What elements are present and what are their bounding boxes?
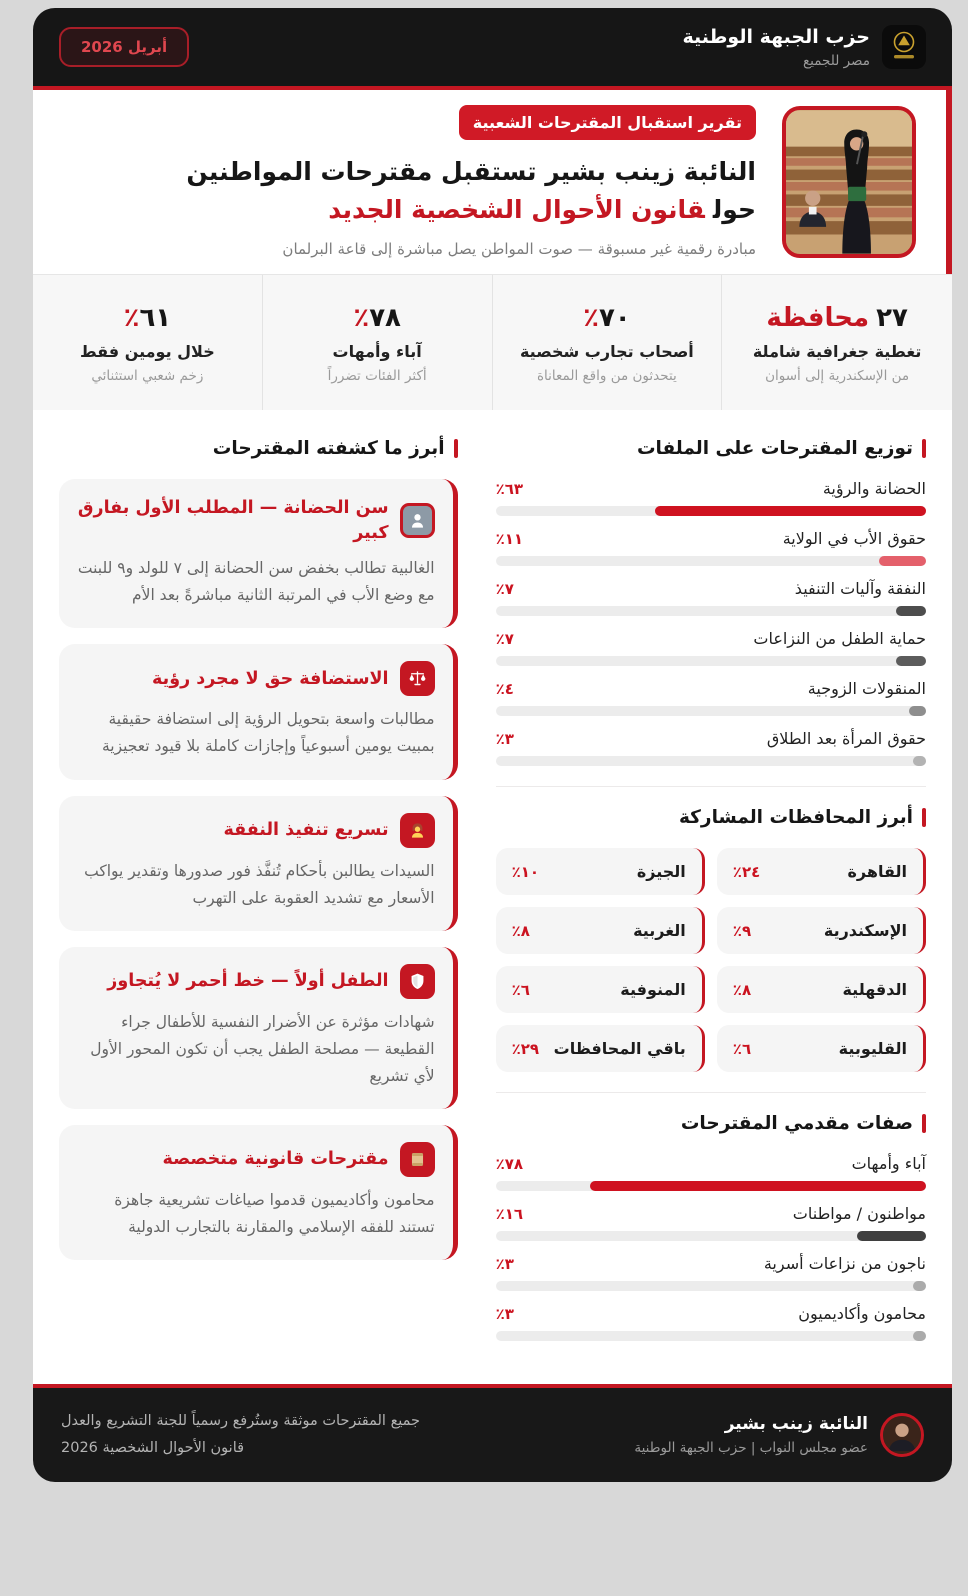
governorate-name: القليوبية bbox=[838, 1039, 907, 1058]
deputy-name: النائبة زينب بشير bbox=[724, 1413, 868, 1434]
section-header bbox=[496, 438, 926, 459]
bar-value: ٣٪ bbox=[495, 1255, 514, 1273]
hero-subtitle: مبادرة رقمية غير مسبوقة — صوت المواطن يصل مباشرة إلى قاعة البرلمان bbox=[282, 240, 756, 258]
bar-row bbox=[496, 579, 926, 616]
section-marker bbox=[922, 439, 926, 458]
section-marker bbox=[922, 808, 926, 827]
insights-column bbox=[59, 438, 458, 1354]
bar-row bbox=[496, 729, 926, 766]
bar-fill bbox=[896, 656, 926, 666]
section-marker bbox=[922, 1114, 926, 1133]
stat-value: ٧٨٪ bbox=[353, 303, 401, 333]
bar-fill bbox=[857, 1231, 926, 1241]
governorate-share: ٦٪ bbox=[732, 1039, 752, 1058]
insight-card bbox=[59, 1125, 458, 1260]
main-content bbox=[33, 410, 952, 1384]
bar-label: حقوق المرأة بعد الطلاق bbox=[766, 729, 926, 748]
stat-label: خلال يومين فقط bbox=[80, 342, 215, 361]
bar-value: ٦٣٪ bbox=[495, 480, 524, 498]
bar-row bbox=[496, 479, 926, 516]
bar-fill bbox=[896, 606, 926, 616]
governorate-card bbox=[717, 1025, 926, 1072]
stat-value: ٢٧محافظة bbox=[766, 303, 908, 333]
page-title bbox=[186, 153, 756, 228]
party-tagline: مصر للجميع bbox=[802, 52, 870, 69]
submitters-section bbox=[496, 1092, 926, 1341]
governorate-share: ١٠٪ bbox=[511, 862, 540, 881]
bar-label: مواطنون / مواطنات bbox=[792, 1204, 926, 1223]
bar-value: ١٦٪ bbox=[495, 1205, 524, 1223]
governorate-share: ٩٪ bbox=[732, 921, 752, 940]
stat-label: أصحاب تجارب شخصية bbox=[519, 342, 694, 361]
bar-row bbox=[496, 1154, 926, 1191]
bar-label: الحضانة والرؤية bbox=[822, 479, 926, 498]
stat-label: آباء وأمهات bbox=[332, 342, 422, 361]
bar-track bbox=[496, 656, 926, 666]
footer-note-line: جميع المقترحات موثقة وستُرفع رسمياً للجنة التشريع والعدل bbox=[61, 1413, 421, 1429]
footer-note-line: قانون الأحوال الشخصية 2026 bbox=[61, 1439, 245, 1456]
stat-sub: زخم شعبي استثنائي bbox=[91, 368, 204, 384]
bar-label: النفقة وآليات التنفيذ bbox=[794, 579, 926, 598]
insight-body: محامون وأكاديميون قدموا صياغات تشريعية جاهزة تستند للفقه الإسلامي والمقارنة بالتجارب الدولية bbox=[114, 1191, 435, 1237]
governorate-card bbox=[496, 907, 705, 954]
bar-row bbox=[496, 529, 926, 566]
governorate-card bbox=[717, 907, 926, 954]
stat-two-days bbox=[33, 275, 263, 410]
charts-column bbox=[496, 438, 926, 1354]
bar-fill bbox=[655, 506, 926, 516]
bar-fill bbox=[909, 706, 926, 716]
stat-label: تغطية جغرافية شاملة bbox=[752, 342, 922, 361]
bar-label: المنقولات الزوجية bbox=[807, 679, 926, 698]
bar-fill bbox=[879, 556, 926, 566]
bar-fill bbox=[913, 756, 926, 766]
party-name: حزب الجبهة الوطنية bbox=[682, 25, 870, 48]
party-emblem-icon bbox=[882, 25, 926, 69]
hero-section bbox=[33, 90, 952, 274]
stat-parents bbox=[263, 275, 493, 410]
governorate-card bbox=[717, 848, 926, 895]
stat-value: ٦١٪ bbox=[123, 303, 172, 333]
section-header bbox=[496, 1113, 926, 1134]
governorates-grid bbox=[496, 848, 926, 1072]
governorate-name: الإسكندرية bbox=[823, 921, 907, 940]
stat-value: ٧٠٪ bbox=[583, 303, 631, 333]
bar-track bbox=[496, 506, 926, 516]
insight-title: تسريع تنفيذ النفقة bbox=[223, 819, 389, 840]
bar-row bbox=[496, 1204, 926, 1241]
bar-value: ٤٪ bbox=[495, 680, 514, 698]
insight-body: شهادات مؤثرة عن الأضرار النفسية للأطفال جراء القطيعة — مصلحة الطفل يجب أن تكون المحور الأول لأي تشريع bbox=[90, 1012, 435, 1085]
deputy-parliament-photo bbox=[782, 106, 916, 258]
governorate-card bbox=[496, 966, 705, 1013]
insight-body: السيدات يطالبن بأحكام تُنفَّذ فور صدورها وتقدير يواكب الأسعار مع تشديد العقوبة على التهرب bbox=[84, 861, 435, 907]
page-footer bbox=[33, 1384, 952, 1482]
date-badge: أبريل 2026 bbox=[59, 27, 189, 67]
bar-track bbox=[496, 1281, 926, 1291]
report-kicker-badge: تقرير استقبال المقترحات الشعبية bbox=[459, 105, 756, 140]
stat-sub: من الإسكندرية إلى أسوان bbox=[765, 368, 910, 384]
section-title: أبرز المحافظات المشاركة bbox=[678, 807, 913, 828]
bar-value: ٧٪ bbox=[495, 630, 514, 648]
governorate-card bbox=[717, 966, 926, 1013]
bar-label: حماية الطفل من النزاعات bbox=[753, 629, 926, 648]
insight-body: الغالبية تطالب بخفض سن الحضانة إلى ٧ للولد و٩ للبنت مع وضع الأب في المرتبة الثانية مباشرةً بعد الأم bbox=[77, 559, 435, 605]
woman-icon bbox=[400, 813, 435, 848]
section-header bbox=[496, 807, 926, 828]
bar-track bbox=[496, 1181, 926, 1191]
section-title: صفات مقدمي المقترحات bbox=[680, 1113, 913, 1134]
title-prefix: حول bbox=[712, 194, 756, 224]
governorate-name: القاهرة bbox=[847, 862, 907, 881]
bar-track bbox=[496, 1231, 926, 1241]
deputy-text bbox=[634, 1414, 868, 1456]
party-brand bbox=[683, 25, 927, 69]
footer-notes bbox=[61, 1408, 420, 1462]
scales-icon bbox=[400, 661, 435, 696]
section-header bbox=[59, 438, 458, 459]
bar-track bbox=[496, 1331, 926, 1341]
bar-value: ٧٪ bbox=[495, 580, 514, 598]
stats-row bbox=[33, 274, 952, 410]
insight-title: الاستضافة حق لا مجرد رؤية bbox=[152, 668, 389, 689]
deputy-avatar bbox=[880, 1413, 924, 1457]
governorate-card bbox=[496, 1025, 705, 1072]
section-title: أبرز ما كشفته المقترحات bbox=[212, 438, 445, 459]
section-title: توزيع المقترحات على الملفات bbox=[636, 438, 913, 459]
insight-title: مقترحات قانونية متخصصة bbox=[162, 1149, 389, 1170]
bar-value: ٣٪ bbox=[495, 1305, 514, 1323]
bar-row bbox=[496, 629, 926, 666]
title-highlight: قانون الأحوال الشخصية الجديد bbox=[328, 194, 705, 224]
bar-track bbox=[496, 606, 926, 616]
page-header bbox=[33, 8, 952, 86]
governorates-section bbox=[496, 786, 926, 1072]
shield-icon bbox=[400, 964, 435, 999]
insight-card bbox=[59, 479, 458, 628]
governorate-name: باقي المحافظات bbox=[553, 1039, 686, 1058]
insight-card bbox=[59, 947, 458, 1109]
bar-fill bbox=[913, 1331, 926, 1341]
bar-value: ٣٪ bbox=[495, 730, 514, 748]
stat-sub: يتحدثون من واقع المعاناة bbox=[536, 368, 677, 384]
governorate-name: الجيزة bbox=[636, 862, 686, 881]
governorate-card bbox=[496, 848, 705, 895]
deputy-role: عضو مجلس النواب | حزب الجبهة الوطنية bbox=[634, 1439, 868, 1456]
governorate-share: ٨٪ bbox=[732, 980, 752, 999]
insight-card bbox=[59, 644, 458, 779]
stat-governorates bbox=[722, 275, 952, 410]
insight-title: سن الحضانة — المطلب الأول بفارق كبير bbox=[77, 498, 389, 543]
governorate-share: ٢٩٪ bbox=[511, 1039, 540, 1058]
governorate-share: ٢٤٪ bbox=[732, 862, 761, 881]
stat-sub: أكثر الفئات تضرراً bbox=[327, 368, 427, 384]
governorate-share: ٨٪ bbox=[511, 921, 530, 940]
governorate-name: الغربية bbox=[633, 921, 686, 940]
bar-label: آباء وأمهات bbox=[851, 1154, 926, 1173]
bar-label: محامون وأكاديميون bbox=[798, 1304, 926, 1323]
governorate-name: المنوفية bbox=[620, 980, 686, 999]
bar-label: حقوق الأب في الولاية bbox=[782, 529, 926, 548]
bar-row bbox=[496, 1254, 926, 1291]
bar-row bbox=[496, 1304, 926, 1341]
bar-label: ناجون من نزاعات أسرية bbox=[763, 1254, 926, 1273]
stat-personal-experience bbox=[493, 275, 723, 410]
insight-card bbox=[59, 796, 458, 931]
bar-fill bbox=[590, 1181, 926, 1191]
hero-text bbox=[186, 105, 756, 258]
bar-track bbox=[496, 556, 926, 566]
report-page bbox=[33, 8, 952, 1482]
bar-row bbox=[496, 679, 926, 716]
brand-text bbox=[683, 26, 871, 69]
scroll-icon bbox=[400, 1142, 435, 1177]
governorate-name: الدقهلية bbox=[842, 980, 907, 999]
bar-track bbox=[496, 756, 926, 766]
title-line1: النائبة زينب بشير تستقبل مقترحات المواطنين bbox=[186, 157, 756, 186]
baby-icon bbox=[400, 503, 435, 538]
insight-title: الطفل أولاً — خط أحمر لا يُتجاوز bbox=[107, 971, 389, 991]
governorate-share: ٦٪ bbox=[511, 980, 530, 999]
deputy-identity bbox=[634, 1413, 924, 1457]
section-marker bbox=[454, 439, 458, 458]
bar-value: ١١٪ bbox=[495, 530, 524, 548]
bar-fill bbox=[913, 1281, 926, 1291]
bar-track bbox=[496, 706, 926, 716]
files-distribution-section bbox=[496, 438, 926, 766]
bar-value: ٧٨٪ bbox=[495, 1155, 524, 1173]
insight-body: مطالبات واسعة بتحويل الرؤية إلى استضافة حقيقية بمبيت يومين أسبوعياً وإجازات كاملة بلا قيود تعجيزية bbox=[101, 710, 435, 756]
